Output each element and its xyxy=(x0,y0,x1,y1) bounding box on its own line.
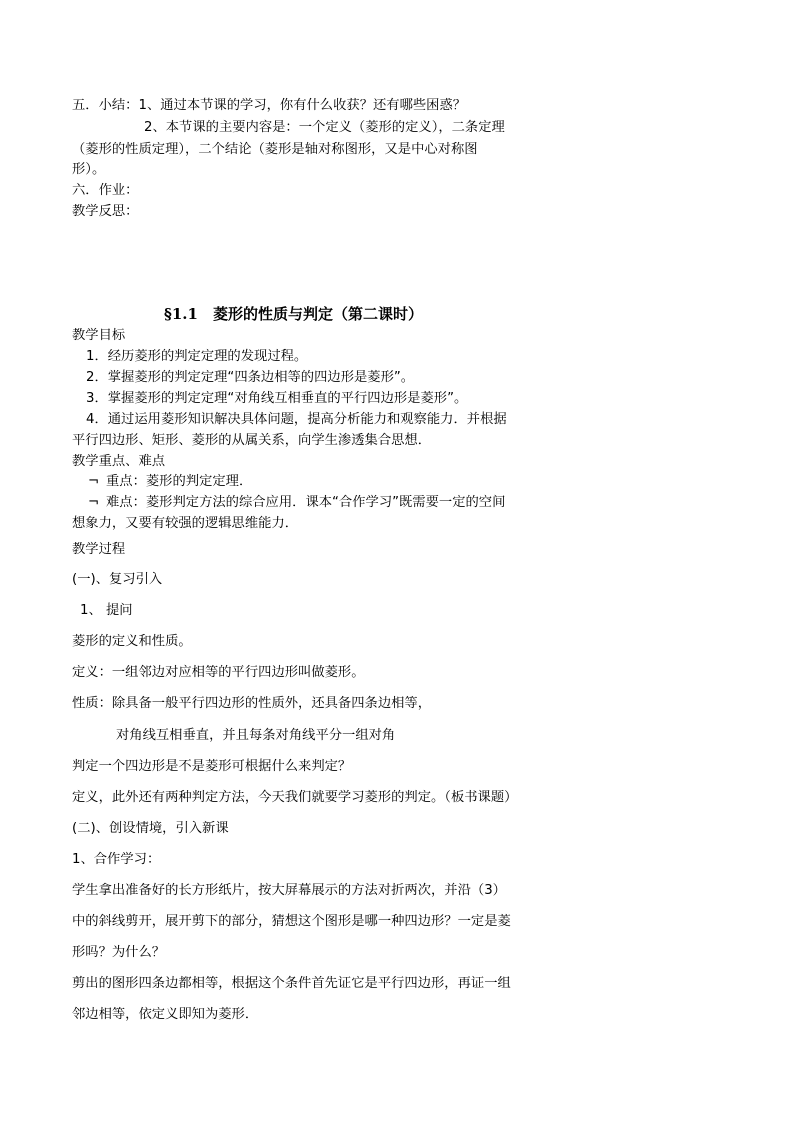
objective-item-1: 1．经历菱形的判定定理的发现过程。 xyxy=(86,349,308,364)
activity-line-4: 剪出的图形四条边都相等，根据这个条件首先证它是平行四边形，再证一组 xyxy=(72,976,511,991)
objective-item-4: 4．通过运用菱形知识解决具体问题，提高分析能力和观察能力．并根据 xyxy=(86,412,507,427)
summary-line-1: 五．小结：1、通过本节课的学习，你有什么收获？还有哪些困惑？ xyxy=(72,98,467,113)
focus-text: 重点：菱形的判定定理． xyxy=(106,474,253,489)
definition-text: 定义：一组邻边对应相等的平行四边形叫做菱形。 xyxy=(72,665,365,680)
homework-label: 六．作业： xyxy=(72,183,139,198)
key-point-difficulty-continued: 想象力，又要有较强的逻辑思维能力． xyxy=(72,516,299,531)
summary-line-2: 2、本节课的主要内容是：一个定义（菱形的定义），二条定理 xyxy=(144,120,505,135)
activity-line-2: 中的斜线剪开，展开剪下的部分，猜想这个图形是哪一种四边形？一定是菱 xyxy=(72,914,511,929)
reflection-label: 教学反思： xyxy=(72,204,139,219)
key-points-heading: 教学重点、难点 xyxy=(72,454,166,469)
objective-item-2: 2．掌握菱形的判定定理“四条边相等的四边形是菱形”。 xyxy=(86,370,415,385)
property-line-1: 性质：除具备一般平行四边形的性质外，还具备四条边相等， xyxy=(72,696,432,711)
activity-line-3: 形吗？为什么？ xyxy=(72,945,166,960)
key-point-focus xyxy=(88,472,252,492)
property-line-2: 对角线互相垂直，并且每条对角线平分一组对角 xyxy=(116,728,396,743)
question-text: 菱形的定义和性质。 xyxy=(72,634,192,649)
judgement-question: 判定一个四边形是不是菱形可根据什么来判定？ xyxy=(72,759,352,774)
key-point-difficulty xyxy=(88,493,505,513)
objectives-heading: 教学目标 xyxy=(72,328,126,343)
judgement-answer: 定义，此外还有两种判定方法，今天我们就要学习菱形的判定。（板书课题） xyxy=(72,790,518,805)
cooperative-learning-label: 1、合作学习： xyxy=(72,852,161,867)
section-review-heading: (一)、复习引入 xyxy=(72,572,163,587)
activity-line-1: 学生拿出准备好的长方形纸片，按大屏幕展示的方法对折两次，并沿（3） xyxy=(72,883,506,898)
question-label: 1、 提问 xyxy=(80,603,133,618)
summary-line-3: （菱形的性质定理），二个结论（菱形是轴对称图形，又是中心对称图 xyxy=(72,142,478,157)
objective-item-3: 3．掌握菱形的判定定理“对角线互相垂直的平行四边形是菱形”。 xyxy=(86,391,468,406)
process-heading: 教学过程 xyxy=(72,542,126,557)
section-situation-heading: (二)、创设情境，引入新课 xyxy=(72,821,229,836)
bullet-mark: ¬ xyxy=(88,474,100,489)
objective-item-4-continued: 平行四边形、矩形、菱形的从属关系，向学生渗透集合思想． xyxy=(72,433,432,448)
bullet-mark: ¬ xyxy=(88,495,100,510)
summary-line-4: 形）。 xyxy=(72,162,106,177)
difficulty-text: 难点：菱形判定方法的综合应用．课本“合作学习”既需要一定的空间 xyxy=(106,495,506,510)
lesson-title: §1.1 菱形的性质与判定（第二课时） xyxy=(164,305,423,323)
activity-line-5: 邻边相等，依定义即知为菱形． xyxy=(72,1007,259,1022)
